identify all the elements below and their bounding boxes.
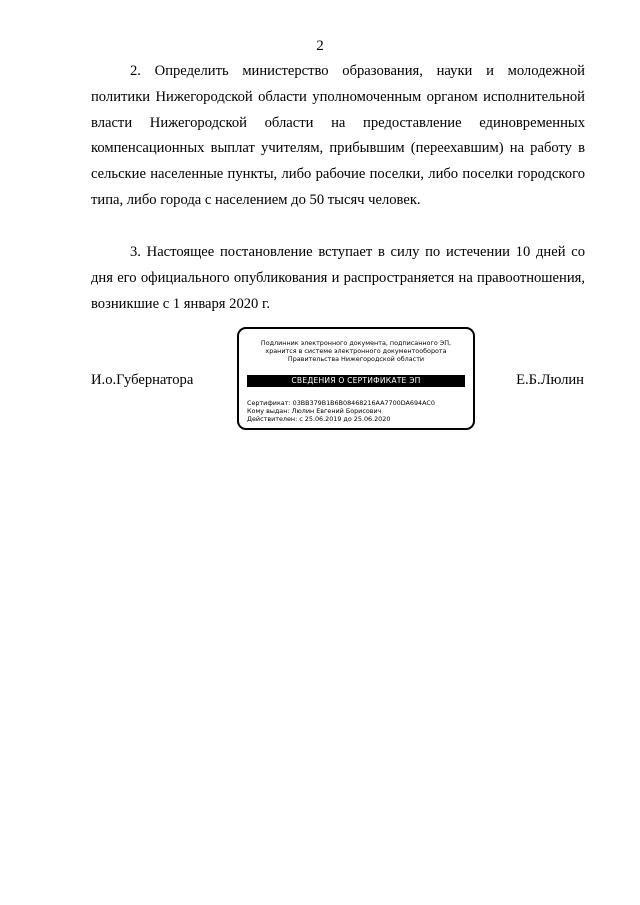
stamp-certificate-number: Сертификат: 03BB379B1B6B08468216AA7700DA694AC0 bbox=[247, 399, 435, 407]
paragraph-text: 2. Определить министерство образования, науки и молодежной политики Нижегородской области уполномоченным органом исполнительной власти Нижегородской области на предоставление единовременных компенсационных выплат учителям, прибывшим (переехавшим) на работу в сельские населенные пункты, либо рабочие поселки, либо поселки городского типа, либо города с населением до 50 тысяч человек. bbox=[91, 63, 585, 208]
stamp-issued-to: Кому выдан: Люлин Евгений Борисович bbox=[247, 407, 382, 416]
stamp-header-line: Правительства Нижегородской области bbox=[287, 355, 425, 364]
signatory-position: И.о.Губернатора bbox=[91, 372, 194, 388]
paragraph-2-designation bbox=[91, 59, 585, 214]
page-number: 2 bbox=[316, 38, 324, 54]
stamp-header-line: Подлинник электронного документа, подписанного ЭП, bbox=[260, 339, 452, 347]
stamp-header-line: хранится в системе электронного документооборота bbox=[265, 347, 447, 356]
stamp-validity: Действителен: с 25.06.2019 до 25.06.2020 bbox=[247, 415, 391, 424]
stamp-header bbox=[239, 339, 473, 364]
paragraph-text: 3. Настоящее постановление вступает в силу по истечении 10 дней со дня его официального опубликования и распространяется на правоотношения, возникшие с 1 января 2020 г. bbox=[91, 244, 585, 312]
stamp-title-bar: СВЕДЕНИЯ О СЕРТИФИКАТЕ ЭП bbox=[247, 375, 465, 387]
paragraph-3-effective-date bbox=[91, 240, 585, 317]
electronic-signature-stamp bbox=[237, 327, 475, 430]
signatory-name: Е.Б.Люлин bbox=[516, 372, 584, 388]
stamp-certificate-info bbox=[247, 399, 467, 424]
